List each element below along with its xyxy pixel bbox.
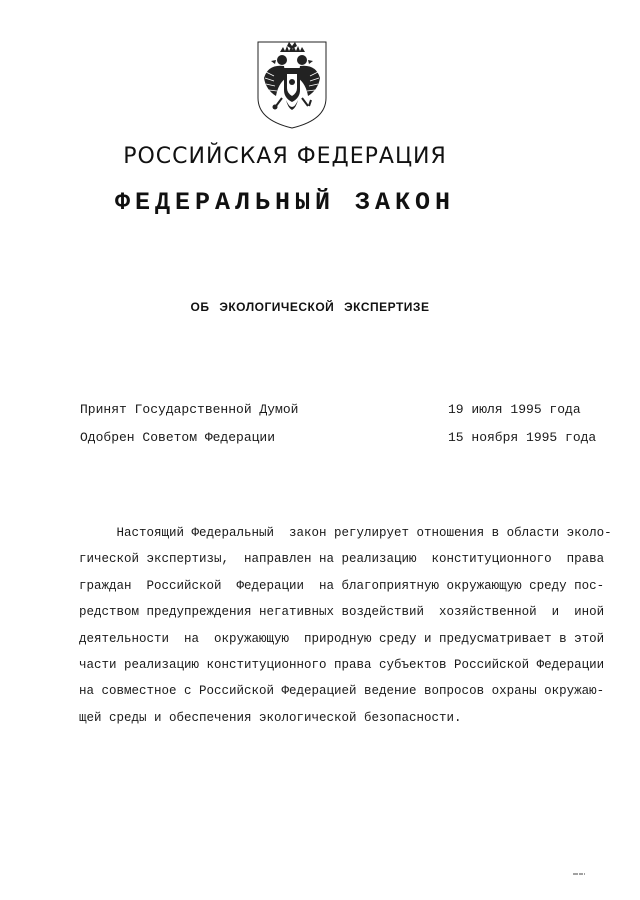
- preamble-line: деятельности на окружающую природную среду и предусматривает в этой: [79, 631, 605, 646]
- preamble-line: гической экспертизы, направлен на реализацию конституционного права: [79, 552, 605, 567]
- adoption-duma-date: 19 июля 1995 года: [448, 402, 581, 417]
- preamble-line: щей среды и обеспечения экологической безопасности.: [79, 710, 462, 725]
- page-mark: [573, 872, 585, 876]
- preamble-paragraph: [79, 520, 612, 731]
- preamble-line: редством предупреждения негативных воздействий хозяйственной и иной: [79, 605, 605, 620]
- preamble-line: граждан Российской Федерации на благоприятную окружающую среду пос-: [79, 578, 605, 593]
- adoption-council-label: Одобрен Советом Федерации: [80, 430, 276, 445]
- country-heading: РОССИЙСКАЯ ФЕДЕРАЦИЯ: [123, 144, 447, 169]
- preamble-line: части реализацию конституционного права субъектов Российской Федерации: [79, 658, 605, 673]
- preamble-line: Настоящий Федеральный закон регулирует отношения в области эколо-: [79, 526, 612, 540]
- law-title: ОБ ЭКОЛОГИЧЕСКОЙ ЭКСПЕРТИЗЕ: [190, 300, 430, 314]
- coat-of-arms-icon: [254, 38, 330, 130]
- preamble-line: на совместное с Российской Федерацией ведение вопросов охраны окружаю-: [79, 684, 605, 699]
- adoption-council-date: 15 ноября 1995 года: [448, 430, 597, 445]
- law-type-heading: ФЕДЕРАЛЬНЫЙ ЗАКОН: [114, 188, 456, 217]
- adoption-duma-label: Принят Государственной Думой: [80, 402, 299, 417]
